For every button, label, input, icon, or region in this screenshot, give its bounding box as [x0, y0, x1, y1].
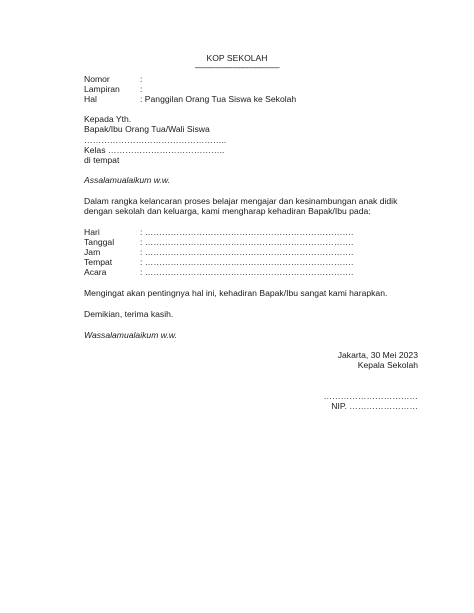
field-value: : ……………………………………………………………….	[140, 267, 354, 277]
field-label: Tempat	[84, 257, 113, 267]
letterhead-title: KOP SEKOLAH	[206, 53, 268, 63]
field-row-hari	[84, 227, 353, 238]
meta-label: Lampiran	[84, 84, 120, 94]
body-line: Dalam rangka kelancaran proses belajar mengajar dan kesinambungan anak didik	[84, 196, 398, 206]
field-row-tanggal	[84, 237, 353, 248]
meta-row-nomor	[84, 74, 142, 85]
signature-name-line: ……………………………	[323, 391, 418, 401]
field-value: : ……………………………………………………………….	[140, 247, 354, 257]
meta-value: : Panggilan Orang Tua Siswa ke Sekolah	[140, 94, 297, 104]
field-label: Jam	[84, 247, 101, 257]
recipient-line: Bapak/Ibu Orang Tua/Wali Siswa	[84, 124, 210, 134]
field-row-tempat	[84, 257, 353, 268]
meta-label: Hal	[84, 94, 97, 104]
field-row-jam	[84, 247, 353, 258]
field-label: Acara	[84, 267, 107, 277]
meta-value: :	[140, 74, 143, 84]
meta-label: Nomor	[84, 74, 110, 84]
field-value: : ……………………………………………………………….	[140, 257, 354, 267]
recipient-line: Kelas …………………………………..	[84, 145, 225, 155]
closing-thanks: Demikian, terima kasih.	[84, 309, 174, 319]
field-label: Hari	[84, 227, 100, 237]
meta-row-lampiran	[84, 84, 142, 95]
field-label: Tanggal	[84, 237, 115, 247]
signature-place-date: Jakarta, 30 Mei 2023	[337, 350, 418, 360]
recipient-line: …………………………………………..	[84, 135, 227, 145]
field-row-acara	[84, 267, 353, 278]
greeting: Assalamualaikum w.w.	[84, 175, 170, 185]
letterhead-underline: -----------------------------------------	[194, 63, 280, 72]
closing-line: Mengingat akan pentingnya hal ini, kehadiran Bapak/Ibu sangat kami harapkan.	[84, 288, 388, 298]
field-value: : ……………………………………………………………….	[140, 237, 354, 247]
recipient-line: Kepada Yth.	[84, 114, 132, 124]
field-value: : ……………………………………………………………….	[140, 227, 354, 237]
meta-value: :	[140, 84, 143, 94]
meta-row-hal	[84, 94, 296, 105]
recipient-line: di tempat	[84, 155, 120, 165]
signature-nip: NIP. ……………………	[331, 401, 418, 411]
body-line: dengan sekolah dan keluarga, kami mengharap kehadiran Bapak/Ibu pada:	[84, 206, 371, 216]
farewell: Wassalamualaikum w.w.	[84, 330, 177, 340]
signature-position: Kepala Sekolah	[357, 360, 418, 370]
